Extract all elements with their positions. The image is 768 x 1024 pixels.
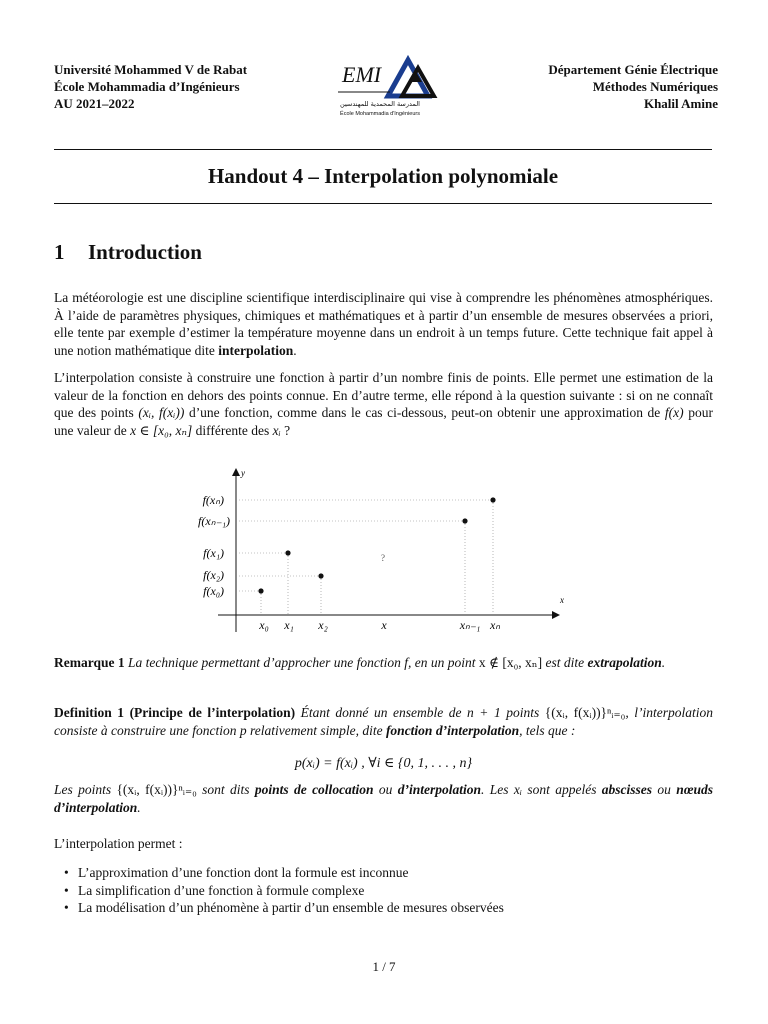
definition-interpolation xyxy=(54,704,713,739)
data-point-xn-1 xyxy=(462,518,467,523)
uses-list xyxy=(54,864,714,917)
x-label-x2: x₂ xyxy=(318,618,328,632)
para2-math-interval: x ∈ [x₀, xₙ] xyxy=(130,423,193,439)
x-axis-label: x xyxy=(560,595,564,605)
para2-math-xi: xᵢ xyxy=(272,423,281,439)
uses-intro: L’interpolation permet : xyxy=(54,836,183,851)
definition-bold-term-1: fonction d’interpolation xyxy=(385,722,520,738)
department-name: Département Génie Électrique xyxy=(548,62,718,77)
remark-label: Remarque 1 xyxy=(54,655,125,670)
definition-math-set-2: {(xᵢ, f(xᵢ))}ⁿᵢ₌₀ xyxy=(116,782,197,797)
data-point-x1 xyxy=(285,550,290,555)
definition-text-7: ou xyxy=(373,782,398,797)
para1-end: . xyxy=(293,343,297,359)
x-label-x1: x₁ xyxy=(284,618,294,632)
author-name: Khalil Amine xyxy=(643,96,718,111)
definition-text-6: sont dits xyxy=(196,782,255,797)
para2-text-4: différente des xyxy=(192,423,273,439)
remark-text-3: est dite xyxy=(542,655,588,670)
definition-text-5: Les points xyxy=(54,782,117,797)
data-point-xn xyxy=(490,497,495,502)
definition-text-8: . Les xyxy=(481,782,514,797)
paragraph-interpolation xyxy=(54,369,713,440)
section-number: 1 xyxy=(54,240,65,264)
definition-bold-term-5: nœuds d’interpolation xyxy=(54,782,714,815)
para2-math-points: (xᵢ, f(xᵢ)) xyxy=(138,405,185,421)
definition-math-n1: n + 1 xyxy=(467,705,501,720)
definition-collocation xyxy=(54,781,713,816)
interpolation-figure xyxy=(180,462,580,637)
remark-bold-term: extrapolation xyxy=(587,655,662,670)
x-label-x: x xyxy=(381,618,387,632)
section-heading xyxy=(54,240,202,265)
definition-text-2: points xyxy=(500,705,545,720)
logo-text: EMI xyxy=(342,62,382,87)
definition-bold-term-2: points de collocation xyxy=(254,782,374,797)
para2-text-5: ? xyxy=(280,423,291,439)
definition-math-xi: xᵢ xyxy=(513,782,523,797)
page-number: 1 / 7 xyxy=(372,959,396,974)
definition-text-3: , l’interpolation consiste à construire une fonction p relativement simple, dite xyxy=(54,705,713,738)
interpolation-equation: p(xᵢ) = f(xᵢ) , ∀i ∈ {0, 1, . . . , n} xyxy=(294,756,473,771)
definition-text-10: ou xyxy=(652,782,677,797)
definition-text-4: , tels que : xyxy=(519,722,576,738)
x-label-x0: x₀ xyxy=(259,618,269,632)
remark-math-x: x ∉ [x₀, xₙ] xyxy=(478,655,543,670)
title-rule-top xyxy=(54,149,712,150)
list-item: • La simplification d’une fonction à formule complexe xyxy=(54,882,714,900)
definition-text-9: sont appelés xyxy=(522,782,602,797)
remark-text-2: , en un point xyxy=(407,655,479,670)
list-item: • La modélisation d’un phénomène à partir d’un ensemble de mesures observées xyxy=(54,899,714,917)
y-label-f-x0: f(x₀) xyxy=(203,584,224,598)
remark-extrapolation xyxy=(54,654,713,672)
title-rule-bottom xyxy=(54,203,712,204)
para2-math-fx: f(x) xyxy=(664,405,684,421)
section-title: Introduction xyxy=(88,240,202,264)
definition-math-set: {(xᵢ, f(xᵢ))}ⁿᵢ₌₀ xyxy=(544,705,626,720)
y-label-f-xn: f(xₙ) xyxy=(202,493,224,507)
header-right xyxy=(548,61,718,112)
course-name: Méthodes Numériques xyxy=(592,79,718,94)
definition-end: . xyxy=(137,799,141,815)
x-label-xn: xₙ xyxy=(489,618,501,632)
page-title: Handout 4 – Interpolation polynomiale xyxy=(207,164,559,188)
remark-math-f: f xyxy=(404,655,408,670)
y-label-f-xn-1: f(xₙ₋₁) xyxy=(198,514,230,528)
para2-text-3: pour une valeur de xyxy=(54,405,714,439)
data-point-x0 xyxy=(258,588,263,593)
data-point-x2 xyxy=(318,573,323,578)
definition-bold-term-4: abscisses xyxy=(601,782,653,797)
definition-text-1: Étant donné un ensemble de xyxy=(295,705,468,720)
academic-year: AU 2021–2022 xyxy=(54,96,135,111)
logo-arabic: المدرسة المحمدية للمهندسين xyxy=(340,100,420,108)
school-name: École Mohammadia d’Ingénieurs xyxy=(54,79,240,94)
para2-text-1: L’interpolation consiste à construire une fonction à partir d’un nombre finis de points. Elle permet une estimation de la valeur de la fonction en dehors des points connue. En d’autre terme, elle répond à la question suivante : si on ne connaît que des points xyxy=(54,370,713,421)
university-name: Université Mohammed V de Rabat xyxy=(54,62,248,77)
y-label-f-x2: f(x₂) xyxy=(203,568,224,582)
para1-text: La météorologie est une discipline scientifique interdisciplinaire qui vise à comprendre les phénomènes atmosphériques. À l’aide de paramètres physiques, chimiques et mathématiques et à partir d’un ensemble de mesures observées a priori, elle tente par exemple d’estimer la température moyenne dans un endroit à un temps future. Cette technique fait appel à une notion mathématique dite xyxy=(54,290,713,359)
y-axis-label: y xyxy=(241,468,245,478)
logo-caption: École Mohammadia d'Ingénieurs xyxy=(340,111,420,117)
emi-logo xyxy=(330,52,440,118)
unknown-value-mark: ? xyxy=(381,553,385,563)
x-label-xn-1: xₙ₋₁ xyxy=(459,618,481,632)
definition-label: Definition 1 (Principe de l’interpolation) xyxy=(54,705,296,720)
para2-text-2: d’une fonction, comme dans le cas ci-dessous, peut-on obtenir une approximation de xyxy=(184,405,665,421)
paragraph-meteorology xyxy=(54,289,713,360)
para1-bold-term: interpolation xyxy=(218,343,294,359)
definition-bold-term-3: d’interpolation xyxy=(397,782,482,797)
header-left xyxy=(54,61,247,112)
list-item: • L’approximation d’une fonction dont la formule est inconnue xyxy=(54,864,714,882)
y-label-f-x1: f(x₁) xyxy=(203,546,224,560)
remark-end: . xyxy=(661,655,666,670)
remark-text-1: La technique permettant d’approcher une fonction xyxy=(124,655,405,670)
